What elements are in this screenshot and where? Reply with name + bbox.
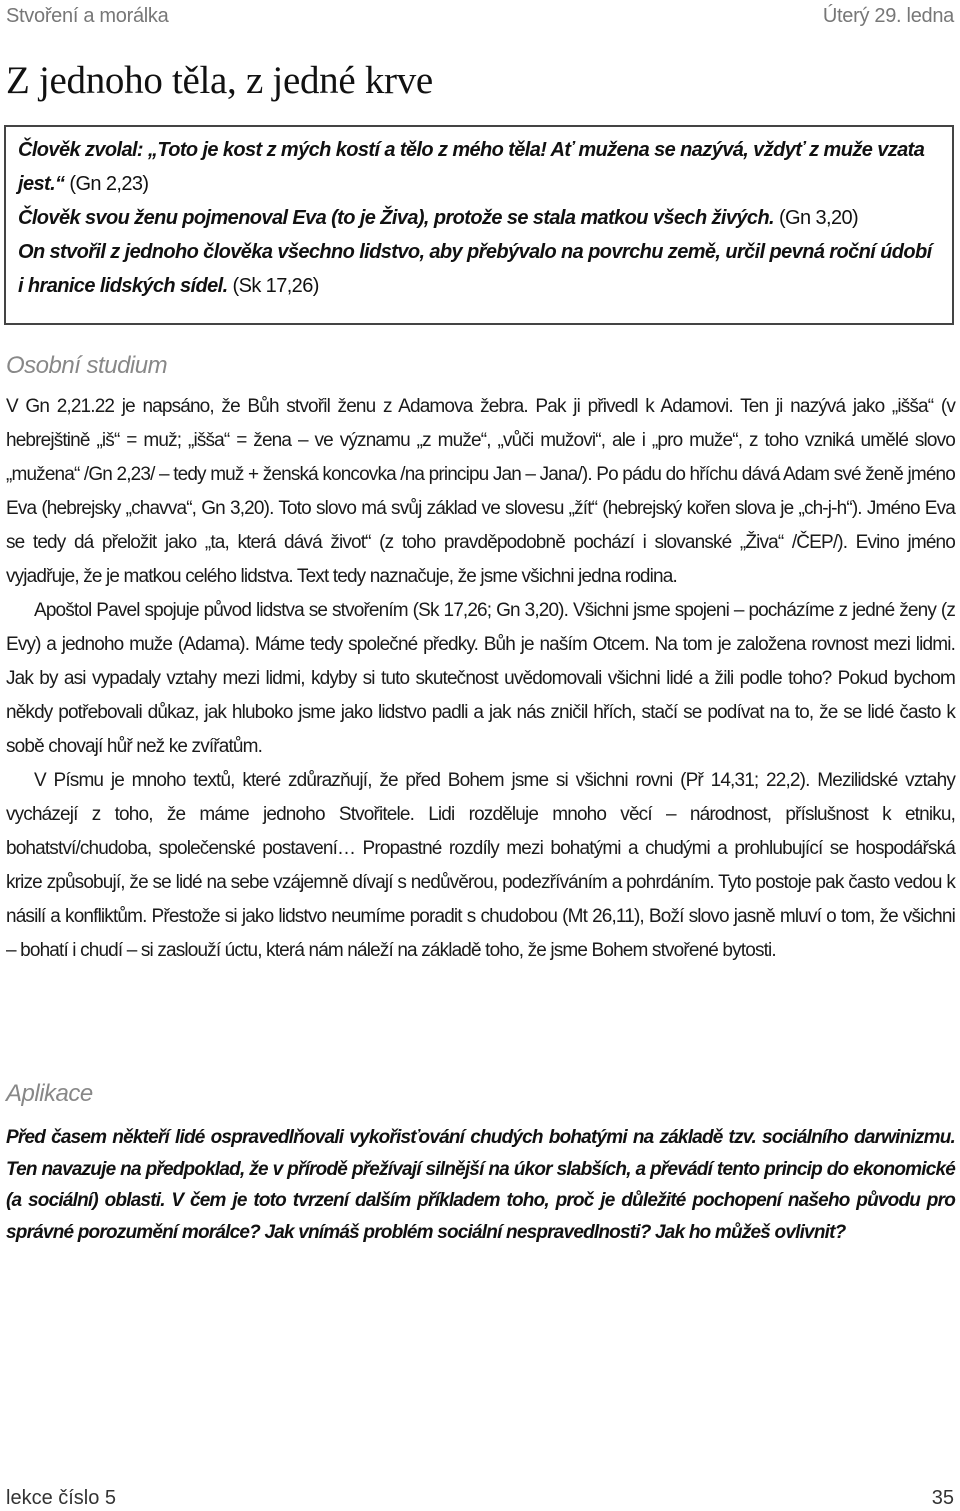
memory-verse <box>18 201 940 235</box>
application-heading: Aplikace <box>6 1080 93 1107</box>
application-body <box>6 1122 955 1248</box>
study-paragraph: Apoštol Pavel spojuje původ lidstva se stvořením (Sk 17,26; Gn 3,20). Všichni jsme spojeni – pocházíme z jedné ženy (z Evy) a jednoho muže (Adama). Máme tedy společné předky. Bůh je naším Otcem. Na tom je založena rovnost mezi lidmi. Jak by asi vypadaly vztahy mezi lidmi, kdyby si tuto skutečnost uvědomovali všichni lidé a žili podle toho? Pokud bychom někdy potřebovali důkaz, jak hluboko jsme jako lidstvo padli a jak nás zničil hřích, stačí se podívat na to, že se lidé často k sobě chovají hůř než ke zvířatům. <box>6 600 955 757</box>
page-header <box>6 2 954 30</box>
study-heading: Osobní studium <box>6 352 168 379</box>
study-body <box>6 390 955 968</box>
footer-lesson-label: lekce číslo 5 <box>6 1486 117 1509</box>
application-paragraph: Před časem někteří lidé ospravedlňovali vykořisťování chudých bohatými na základě tzv. sociálního darwinizmu. Ten navazuje na předpoklad, že v přírodě přežívají silnější na úkor slabších, a převádí tento princip do ekonomické (a sociální) oblasti. V čem je toto tvrzení dalším příkladem toho, proč je důležité pochopení našeho původu pro správné porozumění morálce? Jak vnímáš problém sociální nespravedlnosti? Jak ho můžeš ovlivnit? <box>6 1127 955 1243</box>
lesson-title: Z jednoho těla, z jedné krve <box>6 59 433 102</box>
verse-text: On stvořil z jednoho člověka všechno lidstvo, aby přebývalo na povrchu země, určil pevná roční údobí i hranice lidských sídel. <box>18 241 932 297</box>
page-footer <box>6 1485 954 1511</box>
header-section-title: Stvoření a morálka <box>6 4 169 27</box>
study-paragraph: V Gn 2,21.22 je napsáno, že Bůh stvořil ženu z Adamova žebra. Pak ji přivedl k Adamovi. Ten ji nazývá jako „išša“ (v hebrejštině „iš“ = muž; „išša“ = žena – ve významu „z muže“, „vůči mužovi“, ale i „pro muže“, z toho vzniká umělé slovo „mužena“ /Gn 2,23/ – tedy muž + ženská koncovka /na principu Jan – Jana/). Po pádu do hříchu dává Adam své ženě jméno Eva (hebrejsky „chavva“, Gn 3,20). Toto slovo má svůj základ ve slovesu „žít“ (hebrejský kořen slova je „ch-j-h“). Jméno Eva se tedy dá přeložit jako „ta, která dává život“ (z toho pravděpodobně pochází i slovanské „Živa“ /ČEP/). Evino jméno vyjadřuje, že je matkou celého lidstva. Text tedy naznačuje, že jsme všichni jedna rodina. <box>6 396 955 587</box>
memory-verse <box>18 133 940 201</box>
study-paragraph: V Písmu je mnoho textů, které zdůrazňují, že před Bohem jsme si všichni rovni (Př 14,31; 22,2). Mezilidské vztahy vycházejí z toho, že máme jednoho Stvořitele. Lidi rozděluje mnoho věcí – národnost, příslušnost k etniku, bohatství/chudoba, společenské postavení… Propastné rozdíly mezi bohatými a chudými a prohlubující se hospodářská krize způsobují, že se lidé na sebe vzájemně dívají s nedůvěrou, podezříváním a pohrdáním. Tyto postoje pak často vedou k násilí a konfliktům. Přestože si jako lidstvo neumíme poradit s chudobou (Mt 26,11), Boží slovo jasně mluví o tom, že všichni – bohatí i chudí – si zaslouží úctu, která nám náleží na základě toho, že jsme Bohem stvořené bytosti. <box>6 770 955 961</box>
verse-text: Člověk svou ženu pojmenoval Eva (to je Živa), protože se stala matkou všech živých. <box>18 207 775 229</box>
verse-reference: (Gn 2,23) <box>69 173 149 195</box>
header-date: Úterý 29. ledna <box>822 4 954 27</box>
memory-verse <box>18 235 940 303</box>
verse-reference: (Gn 3,20) <box>778 207 859 229</box>
page-number: 35 <box>931 1486 954 1509</box>
memory-verses-box <box>4 125 954 325</box>
verse-reference: (Sk 17,26) <box>232 275 319 297</box>
verse-text: Člověk zvolal: „Toto je kost z mých kostí a tělo z mého těla! Ať mužena se nazývá, vždyť z muže vzata jest.“ <box>18 139 925 195</box>
